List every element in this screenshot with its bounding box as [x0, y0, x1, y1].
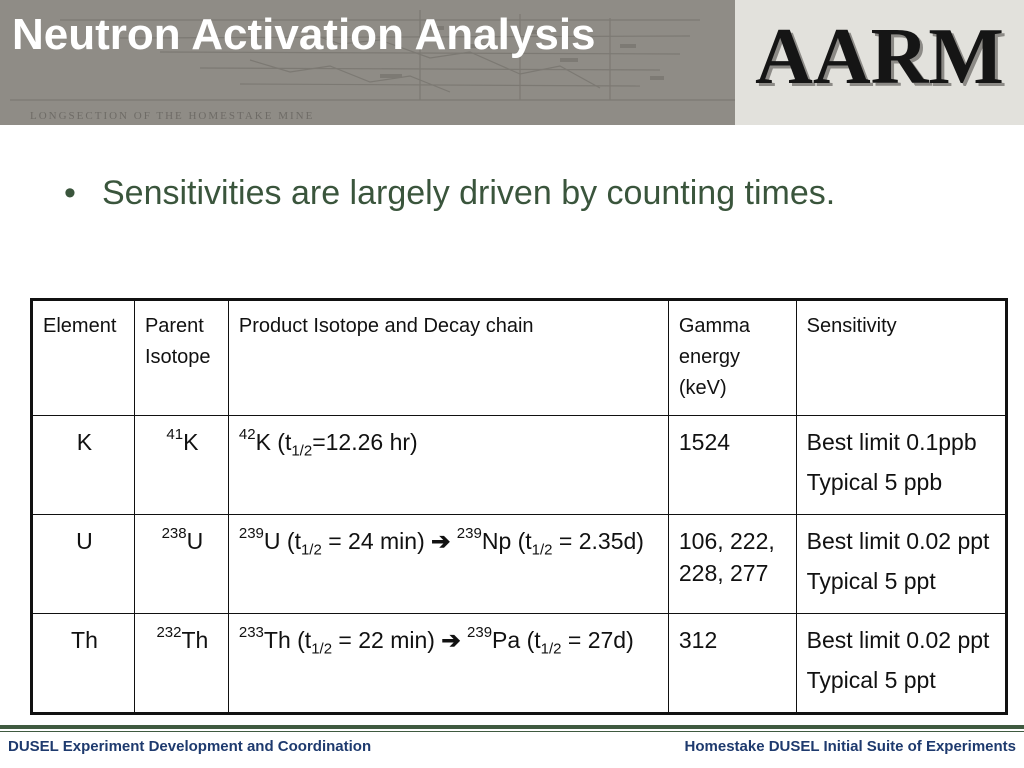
footer-left-text: DUSEL Experiment Development and Coordination	[8, 738, 372, 755]
header-product-isotope: Product Isotope and Decay chain	[228, 300, 668, 416]
bullet-point	[64, 172, 835, 214]
footer-rule	[0, 725, 1024, 729]
footer-rule-thin	[0, 731, 1024, 732]
cell-product-chain: $^{239}$U ($t_{1/2} = 24$ min) ➔ $^{239}$Np $(t_{1/2} = 2.35d)$	[228, 515, 668, 614]
header-element: Element	[32, 300, 135, 416]
slide-header	[0, 0, 1024, 125]
map-caption: LONGSECTION OF THE HOMESTAKE MINE	[30, 110, 315, 122]
cell-gamma-energy: 1524	[668, 416, 796, 515]
table-row	[32, 614, 1007, 714]
cell-sensitivity: Best limit 0.1ppb Typical 5 ppb	[796, 416, 1006, 515]
cell-element: K	[32, 416, 135, 515]
cell-gamma-energy: 106, 222, 228, 277	[668, 515, 796, 614]
header-parent-isotope: Parent Isotope	[134, 300, 228, 416]
decay-arrow-icon: ➔	[431, 528, 451, 554]
cell-sensitivity: Best limit 0.02 ppt Typical 5 ppt	[796, 515, 1006, 614]
footer-right-text: Homestake DUSEL Initial Suite of Experiments	[684, 738, 1016, 755]
header-sensitivity: Sensitivity	[796, 300, 1006, 416]
cell-element: Th	[32, 614, 135, 714]
naa-sensitivity-table	[30, 298, 1008, 715]
cell-element: U	[32, 515, 135, 614]
table-row	[32, 515, 1007, 614]
table-row	[32, 416, 1007, 515]
bullet-dot-icon: •	[64, 174, 76, 212]
table-header-row	[32, 300, 1007, 416]
cell-parent-isotope: $^{232}$Th	[134, 614, 228, 714]
bullet-text: Sensitivities are largely driven by counting times.	[102, 174, 836, 212]
header-gamma-energy: Gamma energy (keV)	[668, 300, 796, 416]
slide-title: Neutron Activation Analysis	[12, 10, 596, 59]
cell-parent-isotope: $^{41}$K	[134, 416, 228, 515]
cell-sensitivity: Best limit 0.02 ppt Typical 5 ppt	[796, 614, 1006, 714]
cell-product-chain: $^{42}$K ($t_{1/2}=12.26$ hr)	[228, 416, 668, 515]
decay-arrow-icon: ➔	[441, 627, 461, 653]
cell-gamma-energy: 312	[668, 614, 796, 714]
cell-product-chain: $^{233}$Th ($t_{1/2} = 22$ min) ➔ $^{239}$Pa $(t_{1/2} = 27d)$	[228, 614, 668, 714]
aarm-logo-panel	[735, 0, 1024, 125]
aarm-logo: AARM	[755, 13, 1004, 101]
cell-parent-isotope: $^{238}$U	[134, 515, 228, 614]
